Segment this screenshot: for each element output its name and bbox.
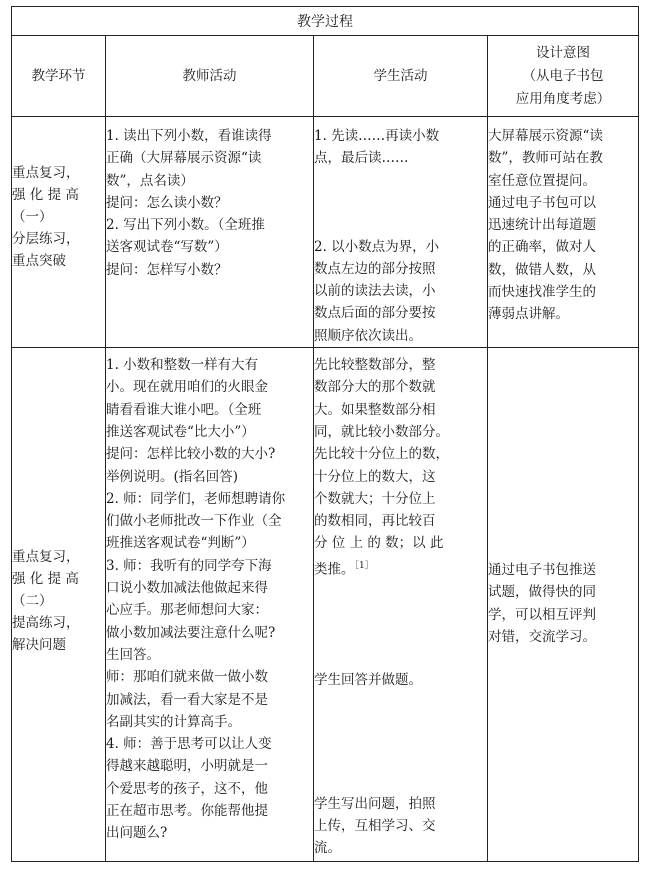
stage-line: （一） bbox=[12, 209, 53, 225]
text-fragment: 类推。 bbox=[314, 561, 355, 578]
text-line: 得越来越聪明，小明就是一 bbox=[106, 758, 268, 775]
text-line: 试题，做得快的同 bbox=[488, 584, 596, 601]
text-line: 师：那咱们就来做一做小数 bbox=[106, 669, 268, 686]
text-line: 数点左边的部分按照 bbox=[314, 260, 436, 277]
student-activity-cell bbox=[314, 117, 488, 348]
teaching-process-table bbox=[11, 6, 639, 862]
text-line: 通过电子书包可以 bbox=[488, 194, 596, 211]
text-line: 2. 以小数点为界，小 bbox=[314, 238, 440, 255]
text-line: 迅速统计出每道题 bbox=[488, 217, 596, 234]
table-row bbox=[12, 117, 639, 348]
text-line: 正在超市思考。你能帮他提 bbox=[106, 803, 268, 820]
text-line: 薄弱点讲解。 bbox=[488, 306, 569, 323]
text-line: 上传，互相学习、交 bbox=[314, 818, 436, 835]
student-activity-cell bbox=[314, 348, 488, 862]
text-line: 而快速找准学生的 bbox=[488, 284, 596, 301]
text-line: 推送客观试卷“比大小”） bbox=[106, 423, 255, 440]
stage-line: 重点突破 bbox=[12, 253, 66, 269]
stage-line: 解决问题 bbox=[12, 637, 66, 654]
text-line: 3. 师：我听有的同学夸下海 bbox=[106, 557, 272, 574]
stage-line: 重点复习， bbox=[12, 165, 80, 181]
text-line: 们做小老师批改一下作业（全 bbox=[106, 513, 282, 530]
text-line: 数部分大的那个数就 bbox=[314, 379, 436, 396]
text-line: 个数就大；十分位上 bbox=[314, 490, 436, 507]
stage-line: 重点复习， bbox=[12, 549, 80, 566]
stage-line: 强 化 提 高 bbox=[12, 187, 79, 203]
stage-line: 强 化 提 高 bbox=[12, 571, 79, 588]
text-line: 学生写出问题，拍照 bbox=[314, 795, 436, 812]
text-line: 出问题么? bbox=[106, 825, 168, 842]
design-intent-cell bbox=[488, 117, 639, 348]
text-line: 睛看看谁大谁小吧。（全班 bbox=[106, 401, 262, 418]
citation-mark: ［1］ bbox=[354, 560, 374, 571]
header-teacher: 教师活动 bbox=[106, 36, 314, 117]
text-line: 小。现在就用咱们的火眼金 bbox=[106, 379, 268, 396]
text-line: 正确（大屏幕展示资源“读 bbox=[106, 150, 262, 167]
table-title: 教学过程 bbox=[12, 7, 639, 36]
text-line: 个爱思考的孩子，这不，他 bbox=[106, 780, 268, 797]
text-line: 数”，教师可站在教 bbox=[488, 150, 603, 167]
text-line: 举例说明。(指名回答) bbox=[106, 468, 239, 485]
header-stage: 教学环节 bbox=[12, 36, 106, 117]
text-line: 分 位 上 的 数；以 此 bbox=[314, 535, 444, 552]
text-line: 数”，点名读） bbox=[106, 172, 194, 189]
header-design-line: 应用角度考虑） bbox=[515, 90, 611, 107]
text-line: 提问：怎么读小数？ bbox=[106, 194, 228, 211]
text-line: 的数相同，再比较百 bbox=[314, 513, 436, 530]
text-line: 数点后面的部分要按 bbox=[314, 305, 436, 322]
text-line: 1. 小数和整数一样有大有 bbox=[106, 357, 259, 374]
stage-cell bbox=[12, 117, 106, 348]
text-line: 生回答。 bbox=[106, 646, 160, 663]
stage-cell bbox=[12, 348, 106, 862]
text-line: 送客观试卷“写数”） bbox=[106, 239, 228, 256]
text-line: 口说小数加减法他做起来得 bbox=[106, 580, 268, 597]
text-line: 数，做错人数，从 bbox=[488, 261, 596, 278]
teacher-activity-cell bbox=[106, 117, 314, 348]
text-line: 加减法，看一看大家是不是 bbox=[106, 691, 268, 708]
stage-line: 分层练习， bbox=[12, 231, 80, 247]
text-line: 大屏幕展示资源“读 bbox=[488, 128, 603, 144]
text-line: 同，就比较小数部分。 bbox=[314, 423, 449, 440]
text-line: 十分位上的数大，这 bbox=[314, 468, 436, 485]
text-line: 提问：怎样比较小数的大小? bbox=[106, 446, 276, 463]
header-design-line: （从电子书包 bbox=[522, 67, 604, 84]
text-line: 照顺序依次读出。 bbox=[314, 327, 422, 344]
text-line: 2. 写出下列小数。（全班推 bbox=[106, 217, 265, 234]
text-line: 学生回答并做题。 bbox=[314, 671, 422, 688]
text-line bbox=[314, 555, 487, 581]
text-line: 先比较整数部分，整 bbox=[314, 357, 436, 374]
text-line: 做小数加减法要注意什么呢? bbox=[106, 624, 276, 641]
text-line: 名副其实的计算高手。 bbox=[106, 713, 241, 730]
text-line: 流。 bbox=[314, 840, 341, 857]
text-line: 对错，交流学习。 bbox=[488, 628, 596, 645]
text-line: 大。如果整数部分相 bbox=[314, 401, 436, 418]
design-intent-cell bbox=[488, 348, 639, 862]
text-line: 提问：怎样写小数？ bbox=[106, 261, 228, 278]
text-line: 的正确率，做对人 bbox=[488, 239, 596, 256]
text-line: 以前的读法去读，小 bbox=[314, 283, 436, 300]
text-line: 1. 读出下列小数，看谁读得 bbox=[106, 128, 272, 144]
stage-line: （二） bbox=[12, 593, 53, 610]
header-design-line: 设计意图 bbox=[536, 44, 590, 61]
teacher-activity-cell bbox=[106, 348, 314, 862]
header-student: 学生活动 bbox=[314, 36, 488, 117]
text-line: 4. 师：善于思考可以让人变 bbox=[106, 736, 272, 753]
table-row bbox=[12, 348, 639, 862]
text-line: 班推送客观试卷“判断”） bbox=[106, 535, 255, 552]
header-row bbox=[12, 36, 639, 117]
header-design bbox=[488, 36, 639, 117]
text-line: 通过电子书包推送 bbox=[488, 562, 596, 579]
text-line: 学，可以相互评判 bbox=[488, 606, 596, 623]
text-line: 点，最后读…… bbox=[314, 150, 409, 167]
text-line: 先比较十分位上的数， bbox=[314, 446, 449, 463]
stage-line: 提高练习， bbox=[12, 615, 80, 632]
text-line: 心应手。那老师想问大家： bbox=[106, 602, 268, 619]
text-line: 2. 师：同学们，老师想聘请你 bbox=[106, 490, 286, 507]
text-line: 室任意位置提问。 bbox=[488, 172, 596, 189]
text-line: 1. 先读……再读小数 bbox=[314, 128, 440, 144]
